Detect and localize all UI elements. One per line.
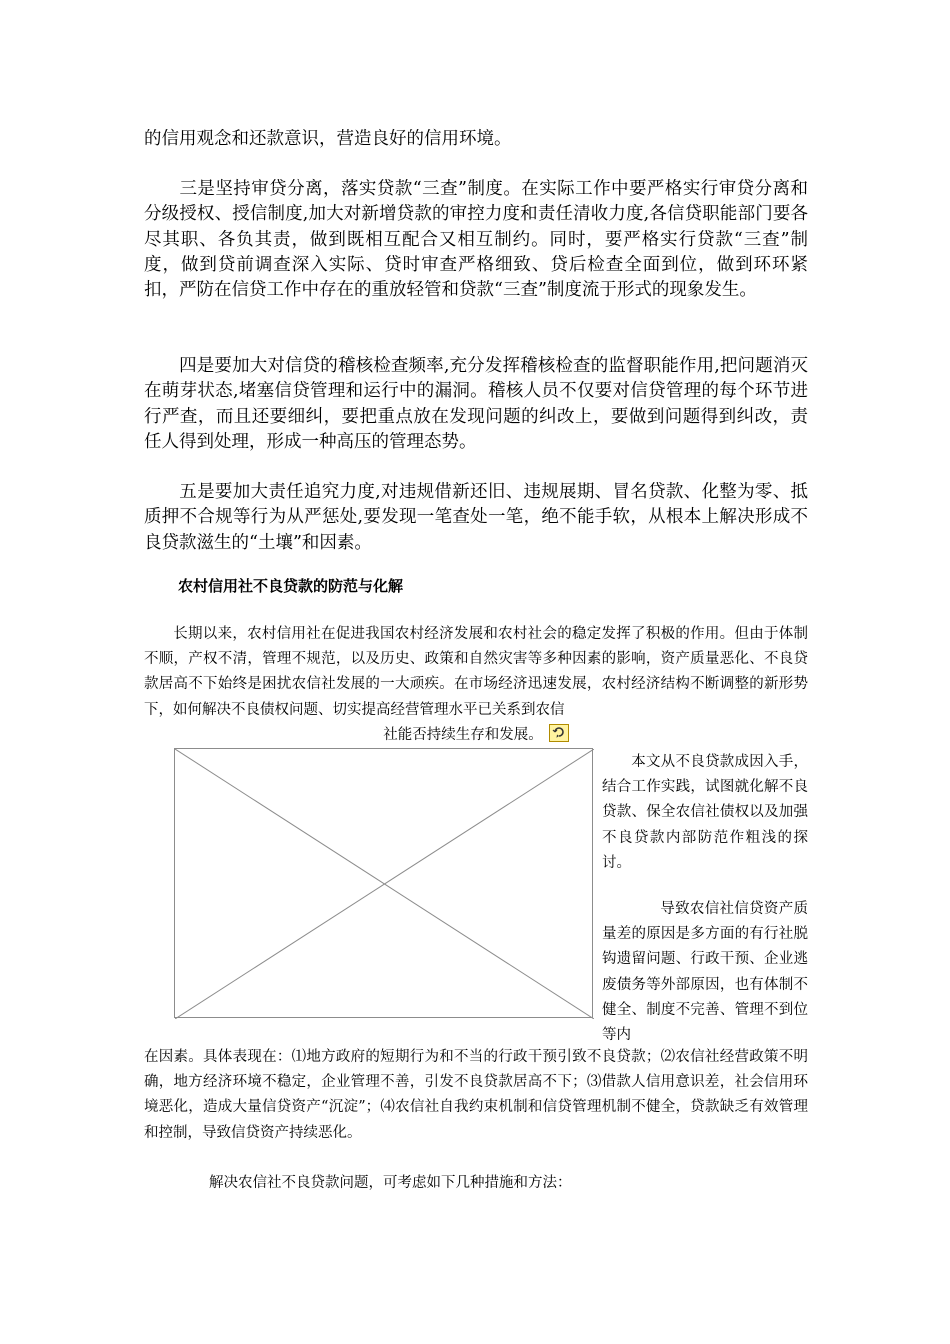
paragraph-audit xyxy=(144,354,808,455)
lead-paragraph-last-line xyxy=(144,723,808,748)
paragraph-three-checks xyxy=(144,177,808,303)
paragraph-body: 五是要加大责任追究力度,对违规借新还旧、违规展期、冒名贷款、化整为零、抵质押不合规等行为从严惩处,要发现一笔查处一笔，绝不能手软，从根本上解决形成不良贷款滋生的“土壤”和因素。 xyxy=(144,482,808,553)
section-heading: 农村信用社不良贷款的防范与化解 xyxy=(178,577,404,595)
paragraph-body: 三是坚持审贷分离，落实贷款“三查”制度。在实际工作中要严格实行审贷分离和分级授权、授信制度,加大对新增贷款的审控力度和责任清收力度,各信贷职能部门要各尽其职、各负其责，做到既相互配合又相互制约。同时，要严格实行贷款“三查”制度，做到贷前调查深入实际、贷时审查严格细致、贷后检查全面到位，做到环环紧扣，严防在信贷工作中存在的重放轻管和贷款“三查”制度流于形式的现象发生。 xyxy=(144,179,808,301)
closing-line: 解决农信社不良贷款问题，可考虑如下几种措施和方法： xyxy=(209,1175,572,1191)
side-paragraph-body: 导致农信社信贷资产质量差的原因是多方面的有行社脱钩遗留问题、行政干预、企业逃废债务等外部原因，也有体制不健全、制度不完善、管理不到位等内 xyxy=(602,901,808,1044)
refresh-icon[interactable] xyxy=(549,724,569,742)
paragraph-text xyxy=(144,354,808,455)
paragraph-text xyxy=(144,480,808,556)
paragraph-continued xyxy=(144,127,808,152)
broken-image-placeholder xyxy=(174,748,593,1018)
paragraph-text: 的信用观念和还款意识，营造良好的信用环境。 xyxy=(144,129,512,149)
paragraph-text xyxy=(144,177,808,303)
side-paragraph-causes xyxy=(602,897,808,1048)
lead-paragraph xyxy=(144,622,808,723)
side-paragraph-intro xyxy=(602,750,808,876)
paragraph-accountability xyxy=(144,480,808,556)
continued-paragraph: 在因素。具体表现在：⑴地方政府的短期行为和不当的行政干预引致不良贷款；⑵农信社经营政策不明确，地方经济环境不稳定，企业管理不善，引发不良贷款居高不下；⑶借款人信用意识差，社会信用环境恶化，造成大量信贷资产“沉淀”；⑷农信社自我约束机制和信贷管理机制不健全，贷款缺乏有效管理和控制，导致信贷资产持续恶化。 xyxy=(144,1049,808,1141)
placeholder-cross-icon xyxy=(175,749,594,1019)
side-paragraph-body: 本文从不良贷款成因入手，结合工作实践，试图就化解不良贷款、保全农信社债权以及加强不良贷款内部防范作粗浅的探讨。 xyxy=(602,754,808,871)
lead-last-text: 社能否持续生存和发展。 xyxy=(383,727,543,743)
paragraph-body: 四是要加大对信贷的稽核检查频率,充分发挥稽核检查的监督职能作用,把问题消灭在萌芽状态,堵塞信贷管理和运行中的漏洞。稽核人员不仅要对信贷管理的每个环节进行严查，而且还要细纠，要把重点放在发现问题的纠改上，要做到问题得到纠改，责任人得到处理，形成一种高压的管理态势。 xyxy=(144,356,808,452)
lead-paragraph-body: 长期以来，农村信用社在促进我国农村经济发展和农村社会的稳定发挥了积极的作用。但由于体制不顺，产权不清，管理不规范，以及历史、政策和自然灾害等多种因素的影响，资产质量恶化、不良贷款居高不下始终是困扰农信社发展的一大顽疾。在市场经济迅速发展，农村经济结构不断调整的新形势下，如何解决不良债权问题、切实提高经营管理水平已关系到农信 xyxy=(144,626,808,718)
